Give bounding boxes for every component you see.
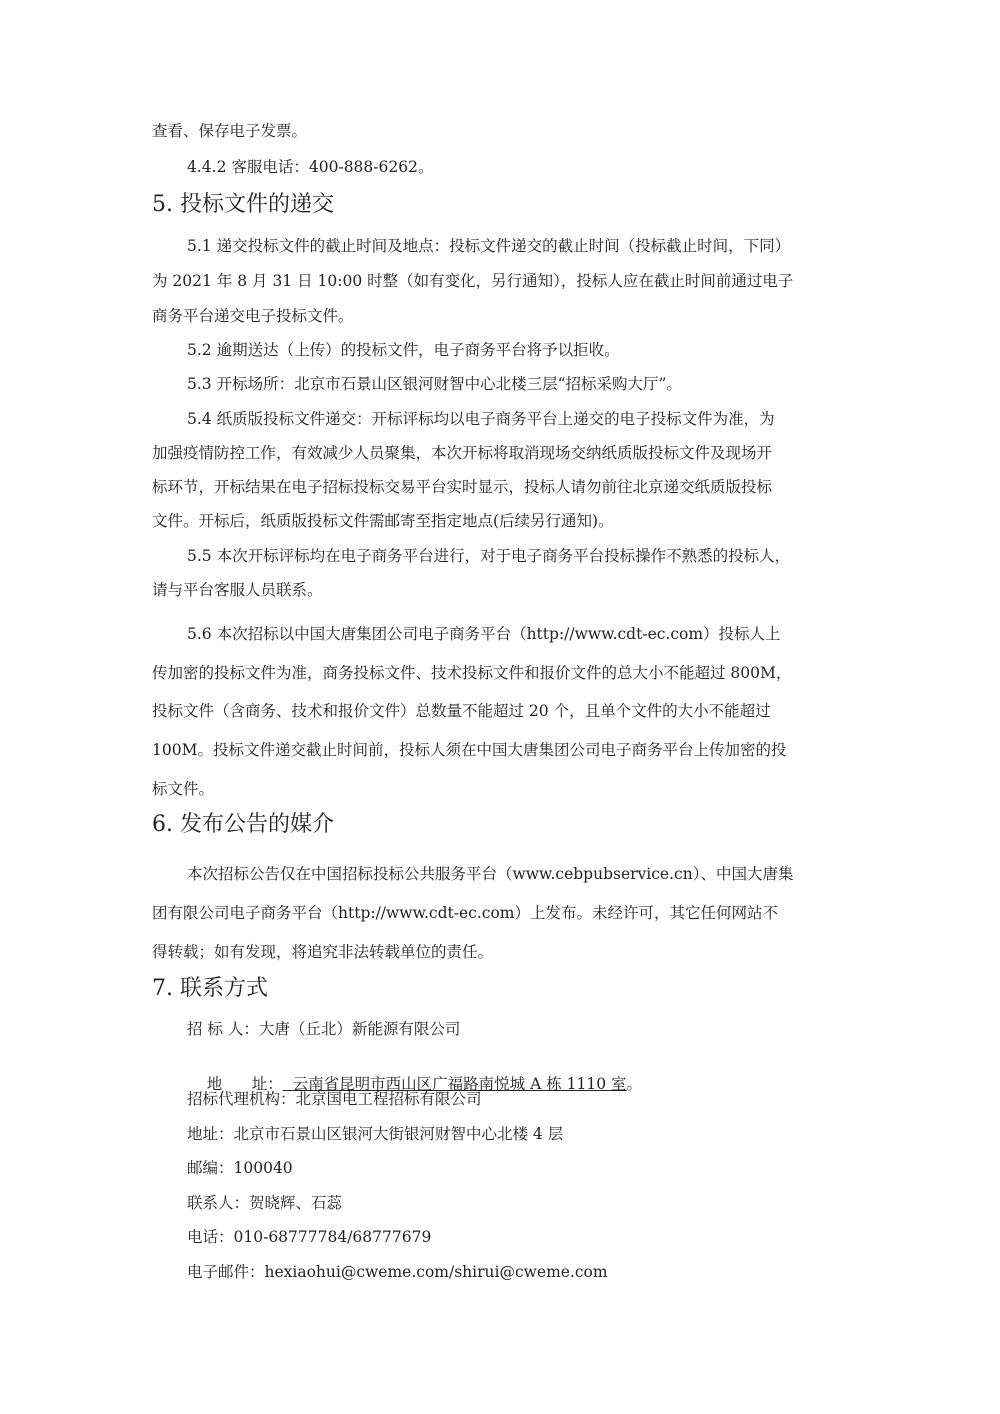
sec6-line-1: 本次招标公告仅在中国招标投标公共服务平台（www.cebpubservice.cn）、中国大唐集 [187, 865, 794, 883]
sec4-customer-service: 4.4.2 客服电话：400-888-6262。 [187, 158, 434, 176]
postcode-row: 邮编：100040 [187, 1159, 293, 1177]
sec5-1-line-1: 5.1 递交投标文件的截止时间及地点：投标文件递交的截止时间（投标截止时间，下同） [187, 237, 791, 255]
sec5-6-line-2: 传加密的投标文件为准，商务投标文件、技术投标文件和报价文件的总大小不能超过 800M， [152, 664, 792, 682]
sec5-2: 5.2 逾期送达（上传）的投标文件，电子商务平台将予以拒收。 [187, 341, 620, 359]
address-end: 。 [626, 1075, 643, 1093]
tenderer-row [187, 1019, 460, 1039]
phone-row: 电话：010-68777784/68777679 [187, 1228, 432, 1246]
sec5-1-line-3: 商务平台递交电子投标文件。 [152, 307, 354, 325]
sec5-4-line-2: 加强疫情防控工作，有效减少人员聚集，本次开标将取消现场交纳纸质版投标文件及现场开 [152, 444, 773, 462]
tenderer-value: 大唐（丘北）新能源有限公司 [258, 1020, 461, 1038]
address-value: 云南省昆明市西山区广福路南悦城 A 栋 1110 室 [292, 1075, 627, 1093]
agency-address-row: 地址：北京市石景山区银河大街银河财智中心北楼 4 层 [187, 1125, 564, 1143]
sec6-line-2: 团有限公司电子商务平台（http://www.cdt-ec.com）上发布。未经许可，其它任何网站不 [152, 904, 778, 922]
sec6-line-3: 得转载；如有发现，将追究非法转载单位的责任。 [152, 943, 494, 961]
address-label: 地 址： [206, 1075, 283, 1093]
sec5-3: 5.3 开标场所：北京市石景山区银河财智中心北楼三层“招标采购大厅”。 [187, 375, 682, 393]
sec5-6-line-1: 5.6 本次招标以中国大唐集团公司电子商务平台（http://www.cdt-ec.com）投标人上 [187, 625, 781, 643]
sec5-6-line-4: 100M。投标文件递交截止时间前，投标人须在中国大唐集团公司电子商务平台上传加密的投 [152, 741, 787, 759]
email-row: 电子邮件：hexiaohui@cweme.com/shirui@cweme.com [187, 1263, 608, 1281]
sec5-6-line-5: 标文件。 [152, 780, 215, 798]
section-5-heading: 5. 投标文件的递交 [152, 192, 334, 217]
section-7-heading: 7. 联系方式 [152, 976, 268, 1001]
sec5-4-line-4: 文件。开标后，纸质版投标文件需邮寄至指定地点(后续另行通知)。 [152, 512, 614, 530]
section-6-heading: 6. 发布公告的媒介 [152, 812, 334, 837]
contact-row: 联系人：贺晓辉、石蕊 [187, 1194, 343, 1212]
sec5-6-line-3: 投标文件（含商务、技术和报价文件）总数量不能超过 20 个，且单个文件的大小不能超过 [152, 702, 771, 720]
sec5-5-line-2: 请与平台客服人员联系。 [152, 581, 323, 599]
agency-row: 招标代理机构：北京国电工程招标有限公司 [187, 1090, 482, 1108]
sec4-line-1: 查看、保存电子发票。 [152, 122, 308, 140]
sec5-4-line-1: 5.4 纸质版投标文件递交：开标评标均以电子商务平台上递交的电子投标文件为准，为 [187, 410, 775, 428]
tenderer-label: 招 标 人： [187, 1020, 259, 1038]
sec5-1-line-2: 为 2021 年 8 月 31 日 10:00 时整（如有变化，另行通知），投标人应在截止时间前通过电子 [152, 272, 794, 290]
sec5-5-line-1: 5.5 本次开标评标均在电子商务平台进行，对于电子商务平台投标操作不熟悉的投标人， [187, 547, 791, 565]
sec5-4-line-3: 标环节，开标结果在电子招标投标交易平台实时显示，投标人请勿前往北京递交纸质版投标 [152, 478, 773, 496]
